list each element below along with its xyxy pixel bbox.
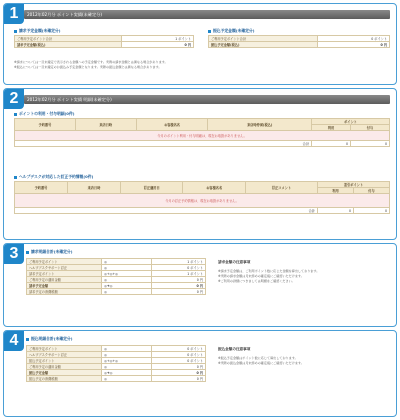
row-label: ヘルプデスクサポート訂正 [27, 265, 102, 271]
note-line: ※請求予定金額は、ご利用ポイント数に応じた金額を算出しております。 [218, 269, 320, 273]
row-value: 0 ポイント [152, 358, 206, 364]
row-label: 振込予定金額 [27, 370, 102, 376]
row-label: ご利用予定の適用金額 [27, 277, 102, 283]
row-mark: ◎ [102, 277, 152, 283]
row-value: 0 円 [152, 283, 206, 289]
row-value: 0 円 [152, 376, 206, 382]
row-label: 請求予定金額 [27, 283, 102, 289]
row-mark: ◎ [102, 259, 152, 265]
row-value: 0 円 [152, 364, 206, 370]
transfer-total-title: 振込明細合計(未確定分) [26, 336, 72, 342]
transfer-summary-table [208, 35, 390, 48]
column-header: 予約番号 [15, 182, 68, 194]
column-subheader: 利用 [317, 188, 353, 194]
billing-summary-table [14, 35, 194, 48]
total-value: 0 [350, 141, 389, 147]
column-header: 差引ポイント [317, 182, 389, 188]
transfer-total-table [26, 345, 206, 382]
billing-notes [218, 269, 390, 284]
row-label: 振込予定金額(税込) [209, 42, 318, 48]
column-header: お客様名名 [183, 182, 246, 194]
row-value: 0 円 [152, 289, 206, 295]
step-number-3: 3 [4, 244, 24, 264]
transfer-note-title: 振込金額の注意事項 [218, 347, 251, 351]
transfer-summary-title: 振込予定金額(未確定分) [208, 28, 254, 34]
row-mark: ◎ [102, 265, 152, 271]
row-mark: ◎ [102, 289, 152, 295]
summary-notes [14, 60, 390, 70]
row-mark: ◎ [102, 364, 152, 370]
section-title: 2012年02月分 ポイント実績(未確定分) [24, 10, 390, 19]
row-value: 0 ポイント [152, 352, 206, 358]
row-value: 0 円 [152, 277, 206, 283]
column-header: 来店日時 [75, 119, 136, 131]
row-label: 請求予定ポイント [27, 271, 102, 277]
row-label: 振込予定ポイント [27, 358, 102, 364]
note-line: ※振込予定金額はポイント数に応じて算出しております。 [218, 356, 298, 360]
column-header: 来店日時 [67, 182, 120, 194]
section-billing-total [3, 243, 397, 327]
total-value: 0 [353, 208, 389, 214]
empty-message: 今月のポイント利用・付与明細は、現在お取扱がありません。 [15, 131, 390, 141]
total-label: 合計 [15, 208, 318, 214]
correction-detail-title: ヘルプデスクが対応した訂正予約情報(0件) [14, 174, 93, 180]
row-value: 0 ポイント [152, 265, 206, 271]
row-label: ご利用予定ポイント [27, 259, 102, 265]
total-value: 0 [317, 208, 353, 214]
section-point-details [3, 88, 397, 240]
step-number-2: 2 [4, 89, 24, 109]
row-value: 0 ポイント [152, 346, 206, 352]
row-value: 1 ポイント [122, 36, 194, 42]
row-label: ご利用予定ポイント合計 [209, 36, 318, 42]
step-number-4: 4 [4, 331, 24, 351]
column-header: お客様名名 [136, 119, 208, 131]
billing-total-title: 請求明細合計(未確定分) [26, 249, 72, 255]
row-value: 0 円 [152, 370, 206, 376]
note-line: ※実際の振込金額は月末締めの確定後にご確認いただけます。 [218, 361, 304, 365]
section-title: 2012年02月分 ポイント実績 明細(未確定分) [24, 95, 390, 104]
billing-note-title: 請求金額の注意事項 [218, 260, 251, 264]
billing-total-table [26, 258, 206, 295]
section-point-summary [3, 3, 397, 85]
column-subheader: 付与 [353, 188, 389, 194]
step-number-1: 1 [4, 4, 24, 24]
row-value: 1 ポイント [152, 271, 206, 277]
column-header: 予約番号 [15, 119, 76, 131]
row-label: ご利用予定ポイント [27, 346, 102, 352]
column-subheader: 付与 [350, 125, 389, 131]
row-mark: ◎+◎ [102, 370, 152, 376]
column-header: ポイント [312, 119, 390, 125]
transfer-notes [218, 356, 390, 366]
row-label: ご利用予定ポイント合計 [15, 36, 122, 42]
row-value: 0 円 [317, 42, 389, 48]
row-mark: ◎+◎ [102, 283, 152, 289]
row-label: 請求予定の消費税額 [27, 289, 102, 295]
note-line: ※ご利用の詳細につきましては明細をご確認ください。 [218, 279, 295, 283]
usage-detail-title: ポイントの利用・付与明細(0件) [14, 111, 74, 117]
row-label: ご利用予定の適用金額 [27, 364, 102, 370]
row-value: 0 ポイント [317, 36, 389, 42]
note-line: ※請求については一旦未確定で表示される金額への予定金額です。実際の請求金額とは異なる場合があります。 [14, 60, 168, 64]
row-mark: ◎ [102, 352, 152, 358]
row-label: ヘルプデスクサポート訂正 [27, 352, 102, 358]
empty-message: 今月の訂正予約情報は、現在お取扱がありません。 [15, 194, 390, 208]
row-label: 振込予定の消費税額 [27, 376, 102, 382]
row-mark: ◎+◎+◎ [102, 358, 152, 364]
correction-detail-table [14, 181, 390, 214]
section-transfer-total [3, 330, 397, 417]
total-value: 0 [312, 141, 351, 147]
column-header: 来店時券面(税込) [208, 119, 312, 131]
total-label: 合計 [15, 141, 312, 147]
row-value: 1 ポイント [152, 259, 206, 265]
row-label: 請求予定金額(税込) [15, 42, 122, 48]
column-header: 訂正コメント [245, 182, 317, 194]
column-header: 訂正適用日 [120, 182, 183, 194]
note-line: ※実際の請求金額は月末締めの確定後にご確認いただけます。 [218, 274, 304, 278]
usage-detail-table [14, 118, 390, 147]
row-mark: ◎ [102, 346, 152, 352]
row-mark: ◎ [102, 376, 152, 382]
row-mark: ◎+◎+◎ [102, 271, 152, 277]
column-subheader: 利用 [312, 125, 351, 131]
note-line: ※振込については一旦未確定のお振込み予定金額となります。実際の振込金額とは異なる場合があります。 [14, 65, 162, 69]
billing-summary-title: 請求予定金額(未確定分) [14, 28, 60, 34]
row-value: 0 円 [122, 42, 194, 48]
